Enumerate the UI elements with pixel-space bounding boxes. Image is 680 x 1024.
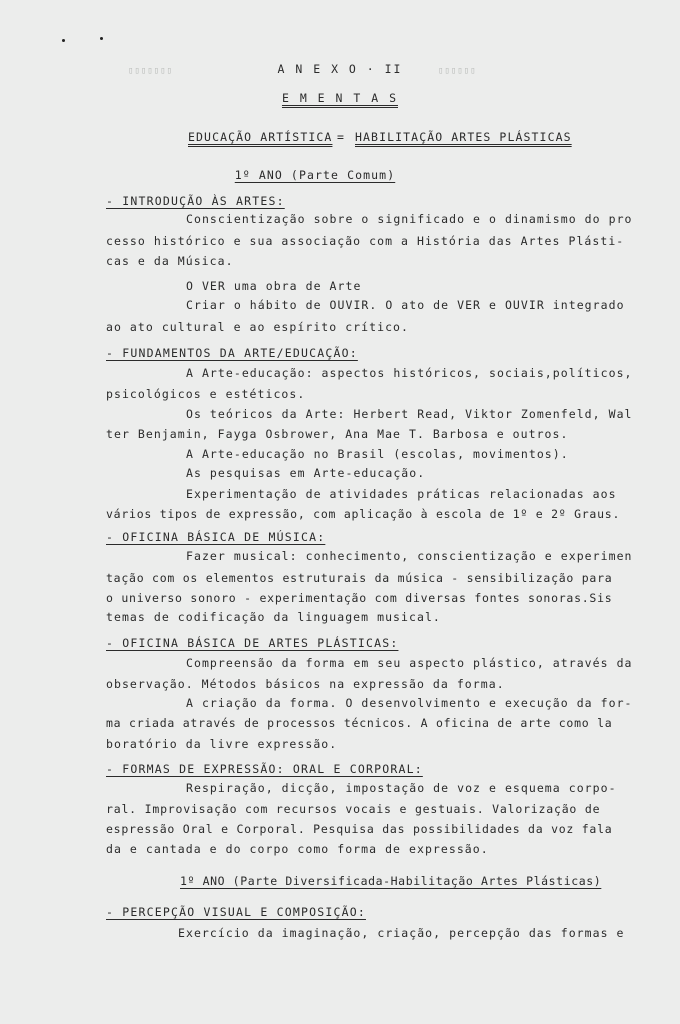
year-diversified-heading: 1º ANO (Parte Diversificada-Habilitação Artes Plásticas) bbox=[180, 874, 602, 888]
section-title-introducao: - INTRODUÇÃO ÀS ARTES: bbox=[106, 194, 285, 208]
year-common-heading: 1º ANO (Parte Comum) bbox=[234, 168, 396, 182]
section-title-formas-expressao: - FORMAS DE EXPRESSÃO: ORAL E CORPORAL: bbox=[106, 762, 423, 776]
section-line: A criação da forma. O desenvolvimento e execução da for- bbox=[186, 696, 633, 710]
section-line: ao ato cultural e ao espírito crítico. bbox=[106, 320, 409, 334]
section-line: O VER uma obra de Arte bbox=[186, 279, 362, 293]
section-line: ma criada através de processos técnicos. A oficina de arte como la bbox=[106, 716, 613, 730]
section-line: ral. Improvisação com recursos vocais e gestuais. Valorização de bbox=[106, 802, 601, 816]
section-line: A Arte-educação no Brasil (escolas, movimentos). bbox=[186, 447, 569, 461]
section-title-percepcao-visual: - PERCEPÇÃO VISUAL E COMPOSIÇÃO: bbox=[106, 905, 366, 919]
section-line: vários tipos de expressão, com aplicação à escola de 1º e 2º Graus. bbox=[106, 507, 621, 521]
section-line: Criar o hábito de OUVIR. O ato de VER e OUVIR integrado bbox=[186, 298, 625, 312]
section-line: A Arte-educação: aspectos históricos, sociais,políticos, bbox=[186, 366, 633, 380]
bleed-through-text: ▯▯▯▯▯▯ bbox=[438, 66, 477, 76]
annex-heading: A N E X O · II bbox=[277, 62, 403, 76]
section-title-oficina-artes: - OFICINA BÁSICA DE ARTES PLÁSTICAS: bbox=[106, 636, 399, 650]
section-line: Exercício da imaginação, criação, percepção das formas e bbox=[178, 926, 625, 940]
section-line: Conscientização sobre o significado e o dinamismo do pro bbox=[186, 212, 633, 226]
section-line: psicológicos e estéticos. bbox=[106, 387, 306, 401]
section-line: As pesquisas em Arte-educação. bbox=[186, 466, 426, 480]
section-line: Respiração, dicção, impostação de voz e esquema corpo- bbox=[186, 781, 617, 795]
section-line: temas de codificação da linguagem musical. bbox=[106, 610, 441, 624]
section-line: cas e da Música. bbox=[106, 254, 234, 268]
section-line: ter Benjamin, Fayga Osbrower, Ana Mae T. Barbosa e outros. bbox=[106, 427, 569, 441]
section-line: espressão Oral e Corporal. Pesquisa das possibilidades da voz fala bbox=[106, 822, 613, 836]
course-equals: = bbox=[337, 130, 346, 144]
section-line: Compreensão da forma em seu aspecto plástico, através da bbox=[186, 656, 633, 670]
section-line: tação com os elementos estruturais da música - sensibilização para bbox=[106, 571, 613, 585]
section-line: observação. Métodos básicos na expressão da forma. bbox=[106, 677, 505, 691]
section-line: Experimentação de atividades práticas relacionadas aos bbox=[186, 487, 617, 501]
course-name: EDUCAÇÃO ARTÍSTICA bbox=[188, 130, 333, 144]
section-line: boratório da livre expressão. bbox=[106, 737, 338, 751]
speck-mark bbox=[62, 39, 65, 42]
section-line: Os teóricos da Arte: Herbert Read, Viktor Zomenfeld, Wal bbox=[186, 407, 633, 421]
ementas-heading: E M E N T A S bbox=[281, 91, 398, 105]
section-line: cesso histórico e sua associação com a História das Artes Plásti- bbox=[106, 234, 625, 248]
section-line: Fazer musical: conhecimento, conscientização e experimen bbox=[186, 549, 633, 563]
section-title-oficina-musica: - OFICINA BÁSICA DE MÚSICA: bbox=[106, 530, 326, 544]
course-qualification: HABILITAÇÃO ARTES PLÁSTICAS bbox=[355, 130, 572, 144]
speck-mark bbox=[100, 37, 103, 40]
bleed-through-text: ▯▯▯▯▯▯▯ bbox=[128, 66, 173, 76]
section-title-fundamentos: - FUNDAMENTOS DA ARTE/EDUCAÇÃO: bbox=[106, 346, 358, 360]
section-line: o universo sonoro - experimentação com diversas fontes sonoras.Sis bbox=[106, 591, 613, 605]
section-line: da e cantada e do corpo como forma de expressão. bbox=[106, 842, 489, 856]
